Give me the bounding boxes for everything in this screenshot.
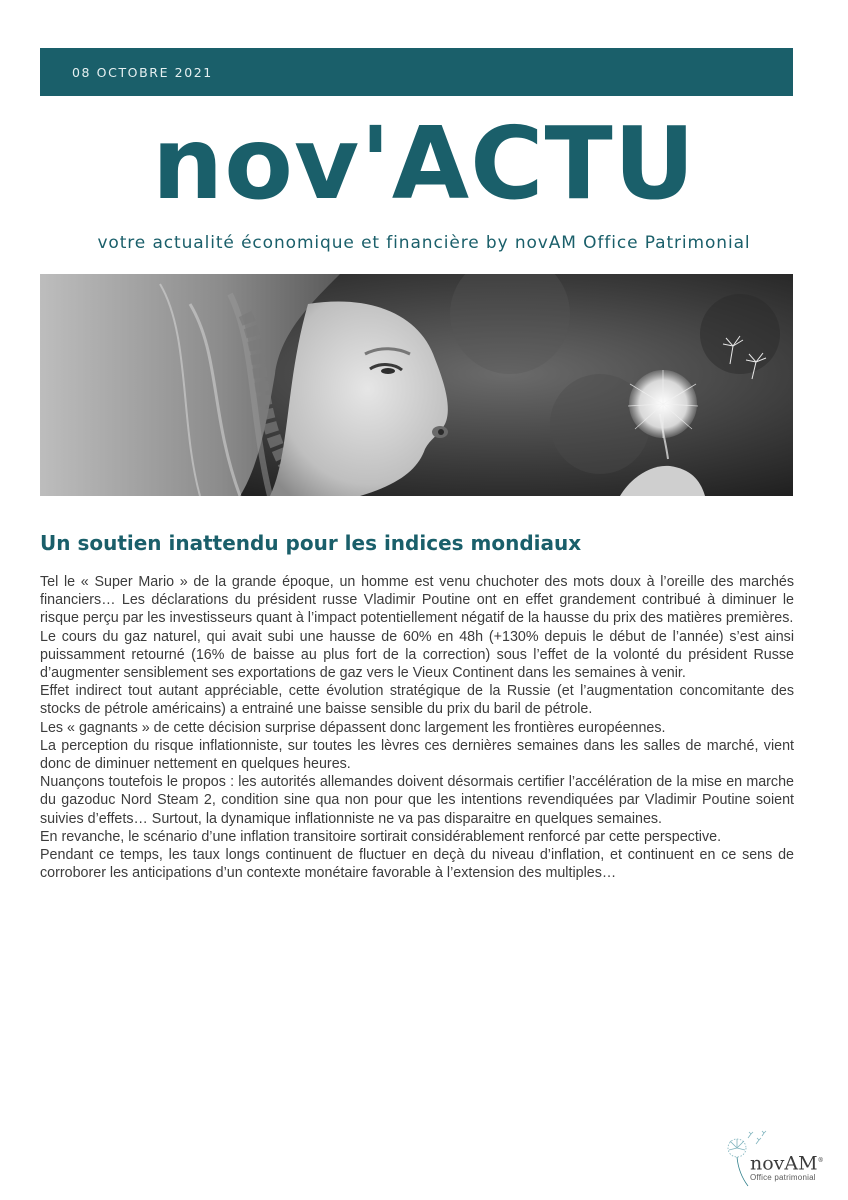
- logo-tagline: Office patrimonial: [750, 1173, 816, 1182]
- article-body: [40, 573, 794, 882]
- article-paragraph: Les « gagnants » de cette décision surprise dépassent donc largement les frontières européennes.: [40, 719, 666, 736]
- article-paragraph: La perception du risque inflationniste, sur toutes les lèvres ces dernières semaines dans les salles de marché, vient donc de diminuer nettement en quelques heures.: [40, 737, 794, 773]
- article-paragraph: Le cours du gaz naturel, qui avait subi une hausse de 60% en 48h (+130% depuis le début de l’année) s’est ainsi puissamment retourné (16% de baisse au plus fort de la correction) sous l’effet de la volonté du président Russe d’augmenter sensiblement ses exportations de gaz vers le Vieux Continent dans les semaines à venir.: [40, 628, 794, 682]
- article-headline: Un soutien inattendu pour les indices mondiaux: [40, 531, 582, 555]
- logo-wordmark: novAM®: [750, 1152, 824, 1175]
- article-paragraph: En revanche, le scénario d’une inflation transitoire sortirait considérablement renforcé par cette perspective.: [40, 828, 722, 845]
- novam-logo: [720, 1128, 824, 1190]
- issue-date: 08 OCTOBRE 2021: [72, 65, 213, 80]
- article-paragraph: Effet indirect tout autant appréciable, cette évolution stratégique de la Russie (et l’augmentation concomitante des stocks de pétrole américains) a entrainé une baisse sensible du prix du baril de pétrole.: [40, 683, 794, 718]
- newsletter-title: nov'ACTU: [152, 105, 696, 222]
- article-paragraph: Pendant ce temps, les taux longs continuent de fluctuer en deçà du niveau d’inflation, et continuent en ce sens de corroborer les anticipations d’un contexte monétaire favorable à l’extension des multiples…: [40, 847, 794, 882]
- date-banner: [40, 48, 793, 96]
- girl-blowing-dandelion-illustration: [40, 274, 793, 496]
- newsletter-subtitle: votre actualité économique et financière by novAM Office Patrimonial: [97, 233, 751, 253]
- hero-image: [40, 274, 793, 496]
- article-paragraph: Nuançons toutefois le propos : les autorités allemandes doivent désormais certifier l’accélération de la mise en marche du gazoduc Nord Steam 2, condition sine qua non pour que les intentions revendiquées par Vladimir Poutine soient suivies d’effets… Surtout, la dynamique inflationniste ne va pas disparaitre en quelques semaines.: [40, 774, 794, 827]
- article-paragraph: Tel le « Super Mario » de la grande époque, un homme est venu chuchoter des mots doux à l’oreille des marchés financiers… Les déclarations du président russe Vladimir Poutine ont en effet grandement contribué à diminuer le risque perçu par les investisseurs quant à l’impact potentiellement négatif de la hausse du prix des matières premières.: [40, 574, 794, 627]
